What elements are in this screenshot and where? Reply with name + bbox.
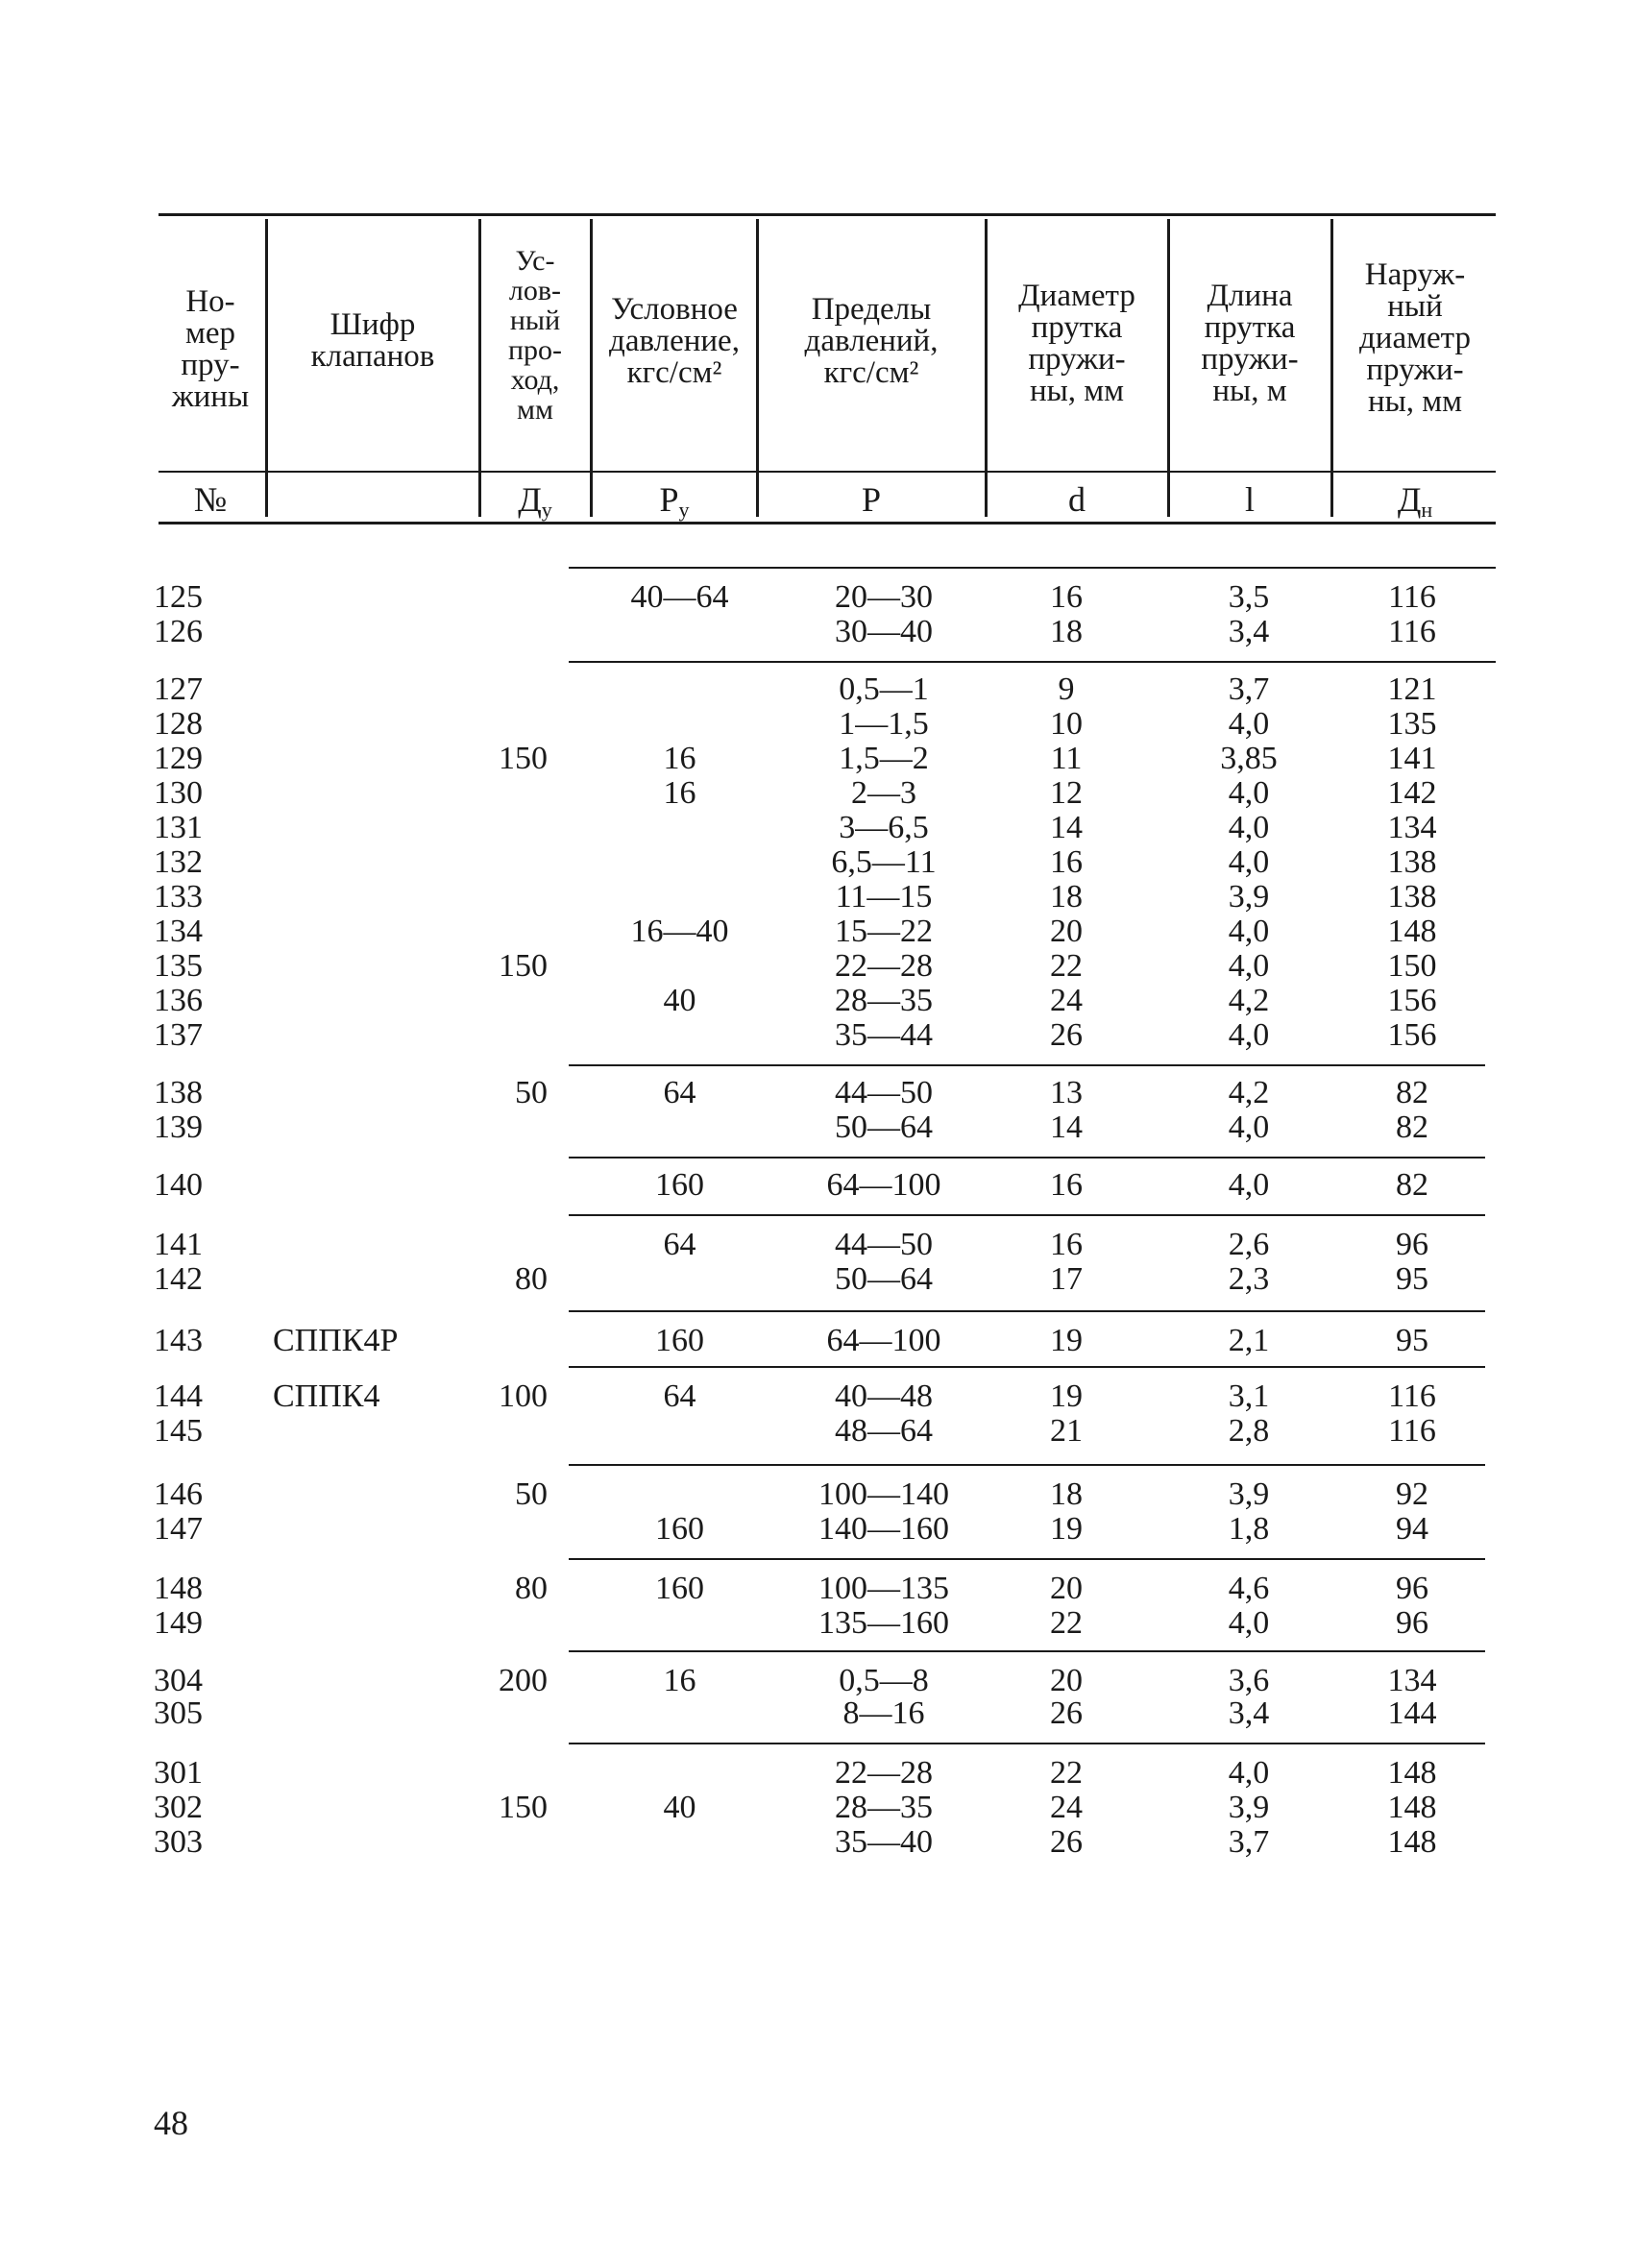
cell-rod-length: 4,0 <box>1228 914 1270 949</box>
group-separator <box>569 1157 1485 1158</box>
cell-outer-diameter: 138 <box>1387 844 1437 880</box>
cell-spring-number: 128 <box>154 706 203 742</box>
cell-rod-diameter: 26 <box>1050 1017 1083 1053</box>
cell-outer-diameter: 141 <box>1387 741 1437 776</box>
cell-outer-diameter: 134 <box>1387 810 1437 845</box>
cell-pressure-range: 64—100 <box>826 1323 941 1358</box>
cell-rod-diameter: 17 <box>1050 1261 1083 1297</box>
header-divider <box>985 219 988 517</box>
cell-nominal-bore: 80 <box>515 1571 548 1606</box>
cell-nominal-bore: 100 <box>499 1378 548 1414</box>
symbol-dn <box>1335 480 1495 529</box>
cell-rod-diameter: 24 <box>1050 983 1083 1018</box>
cell-rod-length: 3,6 <box>1228 1663 1270 1698</box>
cell-spring-number: 133 <box>154 879 203 915</box>
cell-spring-number: 302 <box>154 1790 203 1825</box>
cell-rod-length: 3,1 <box>1228 1378 1270 1414</box>
header-divider <box>478 219 481 517</box>
header-pressure-range: Пределы давлений, кгс/см² <box>804 292 939 390</box>
cell-pressure-range: 44—50 <box>835 1075 933 1110</box>
group-separator <box>569 1214 1485 1216</box>
header-divider <box>1167 219 1170 517</box>
cell-spring-number: 134 <box>154 914 203 949</box>
cell-spring-number: 301 <box>154 1755 203 1791</box>
header-divider <box>265 219 268 517</box>
cell-rod-length: 4,6 <box>1228 1571 1270 1606</box>
cell-spring-number: 132 <box>154 844 203 880</box>
symbol-d: d <box>1068 480 1086 519</box>
cell-pressure-range: 2—3 <box>851 775 916 811</box>
cell-outer-diameter: 116 <box>1388 1378 1436 1414</box>
cell-outer-diameter: 96 <box>1396 1571 1428 1606</box>
cell-spring-number: 135 <box>154 948 203 984</box>
cell-rod-length: 4,0 <box>1228 1017 1270 1053</box>
cell-rod-length: 3,7 <box>1228 671 1270 707</box>
cell-rod-diameter: 21 <box>1050 1413 1083 1449</box>
cell-rod-diameter: 10 <box>1050 706 1083 742</box>
cell-nominal-bore: 150 <box>499 1790 548 1825</box>
cell-rod-diameter: 22 <box>1050 1605 1083 1641</box>
cell-nominal-pressure: 16 <box>663 1663 696 1698</box>
cell-valve-code: СППК4Р <box>273 1323 399 1358</box>
cell-rod-diameter: 22 <box>1050 948 1083 984</box>
cell-rod-diameter: 16 <box>1050 844 1083 880</box>
cell-outer-diameter: 144 <box>1387 1695 1437 1731</box>
table-top-rule <box>159 213 1496 216</box>
cell-spring-number: 140 <box>154 1167 203 1203</box>
cell-rod-diameter: 20 <box>1050 914 1083 949</box>
symbol-du-sub: у <box>541 498 552 522</box>
header-rod-diameter: Диаметр прутка пружи- ны, мм <box>1018 279 1135 408</box>
cell-pressure-range: 35—44 <box>835 1017 933 1053</box>
cell-rod-diameter: 18 <box>1050 879 1083 915</box>
cell-nominal-bore: 80 <box>515 1261 548 1297</box>
cell-spring-number: 142 <box>154 1261 203 1297</box>
cell-rod-length: 2,1 <box>1228 1323 1270 1358</box>
cell-rod-length: 4,0 <box>1228 1755 1270 1791</box>
cell-rod-length: 4,2 <box>1228 983 1270 1018</box>
cell-pressure-range: 28—35 <box>835 1790 933 1825</box>
cell-nominal-bore: 150 <box>499 948 548 984</box>
cell-rod-length: 4,0 <box>1228 775 1270 811</box>
symbol-py-sub: у <box>678 498 690 522</box>
cell-rod-diameter: 26 <box>1050 1695 1083 1731</box>
cell-rod-length: 4,2 <box>1228 1075 1270 1110</box>
cell-rod-diameter: 13 <box>1050 1075 1083 1110</box>
cell-rod-diameter: 16 <box>1050 1227 1083 1262</box>
cell-rod-length: 2,3 <box>1228 1261 1270 1297</box>
cell-pressure-range: 50—64 <box>835 1110 933 1145</box>
cell-pressure-range: 0,5—1 <box>839 671 929 707</box>
cell-rod-diameter: 18 <box>1050 1476 1083 1512</box>
cell-nominal-pressure: 16—40 <box>630 914 729 949</box>
group-separator <box>569 1064 1485 1066</box>
header-outer-diameter: Наруж- ный диаметр пружи- ны, мм <box>1359 257 1471 419</box>
cell-pressure-range: 140—160 <box>818 1511 949 1547</box>
cell-rod-diameter: 22 <box>1050 1755 1083 1791</box>
cell-outer-diameter: 95 <box>1396 1261 1428 1297</box>
cell-spring-number: 130 <box>154 775 203 811</box>
cell-rod-length: 3,4 <box>1228 1695 1270 1731</box>
group-separator <box>569 1650 1485 1652</box>
cell-rod-length: 4,0 <box>1228 706 1270 742</box>
symbol-py-main: P <box>659 480 679 519</box>
cell-pressure-range: 35—40 <box>835 1824 933 1860</box>
symbol-py <box>596 480 753 529</box>
cell-spring-number: 303 <box>154 1824 203 1860</box>
cell-pressure-range: 6,5—11 <box>831 844 937 880</box>
cell-nominal-pressure: 64 <box>663 1227 696 1262</box>
cell-pressure-range: 40—48 <box>835 1378 933 1414</box>
cell-nominal-pressure: 160 <box>655 1571 704 1606</box>
cell-rod-length: 4,0 <box>1228 948 1270 984</box>
cell-outer-diameter: 82 <box>1396 1167 1428 1203</box>
header-divider <box>590 219 593 517</box>
cell-rod-length: 3,9 <box>1228 1790 1270 1825</box>
cell-outer-diameter: 138 <box>1387 879 1437 915</box>
cell-outer-diameter: 95 <box>1396 1323 1428 1358</box>
cell-rod-diameter: 19 <box>1050 1378 1083 1414</box>
cell-outer-diameter: 96 <box>1396 1605 1428 1641</box>
cell-spring-number: 148 <box>154 1571 203 1606</box>
cell-nominal-pressure: 40 <box>663 983 696 1018</box>
cell-pressure-range: 100—140 <box>818 1476 949 1512</box>
cell-rod-diameter: 16 <box>1050 1167 1083 1203</box>
header-spring-number: Но- мер пру- жины <box>171 284 250 414</box>
cell-rod-diameter: 19 <box>1050 1323 1083 1358</box>
cell-outer-diameter: 82 <box>1396 1075 1428 1110</box>
cell-spring-number: 305 <box>154 1695 203 1731</box>
symbol-du-main: Д <box>518 480 542 519</box>
cell-outer-diameter: 150 <box>1387 948 1437 984</box>
cell-outer-diameter: 135 <box>1387 706 1437 742</box>
cell-rod-diameter: 16 <box>1050 579 1083 615</box>
cell-rod-length: 2,6 <box>1228 1227 1270 1262</box>
cell-nominal-pressure: 64 <box>663 1075 696 1110</box>
cell-rod-diameter: 11 <box>1050 741 1083 776</box>
cell-spring-number: 141 <box>154 1227 203 1262</box>
symbol-du <box>482 480 588 529</box>
cell-spring-number: 145 <box>154 1413 203 1449</box>
cell-rod-diameter: 24 <box>1050 1790 1083 1825</box>
cell-rod-diameter: 19 <box>1050 1511 1083 1547</box>
cell-rod-length: 3,4 <box>1228 614 1270 649</box>
cell-outer-diameter: 156 <box>1387 983 1437 1018</box>
cell-outer-diameter: 92 <box>1396 1476 1428 1512</box>
cell-rod-diameter: 12 <box>1050 775 1083 811</box>
symbol-p: P <box>861 480 882 519</box>
cell-nominal-pressure: 40 <box>663 1790 696 1825</box>
cell-spring-number: 144 <box>154 1378 203 1414</box>
cell-spring-number: 127 <box>154 671 203 707</box>
cell-pressure-range: 30—40 <box>835 614 933 649</box>
symbol-l: l <box>1244 480 1255 519</box>
cell-pressure-range: 50—64 <box>835 1261 933 1297</box>
cell-outer-diameter: 121 <box>1387 671 1437 707</box>
cell-outer-diameter: 148 <box>1387 1824 1437 1860</box>
cell-spring-number: 139 <box>154 1110 203 1145</box>
cell-rod-length: 3,7 <box>1228 1824 1270 1860</box>
cell-rod-length: 4,0 <box>1228 810 1270 845</box>
cell-rod-length: 3,9 <box>1228 1476 1270 1512</box>
cell-pressure-range: 0,5—8 <box>839 1663 929 1698</box>
cell-outer-diameter: 148 <box>1387 1790 1437 1825</box>
cell-rod-length: 4,0 <box>1228 1110 1270 1145</box>
cell-spring-number: 126 <box>154 614 203 649</box>
cell-outer-diameter: 82 <box>1396 1110 1428 1145</box>
cell-nominal-pressure: 16 <box>663 741 696 776</box>
cell-rod-length: 3,85 <box>1220 741 1278 776</box>
cell-spring-number: 136 <box>154 983 203 1018</box>
group-separator <box>569 567 1496 569</box>
cell-pressure-range: 135—160 <box>818 1605 949 1641</box>
cell-spring-number: 149 <box>154 1605 203 1641</box>
group-separator <box>569 1558 1485 1560</box>
cell-pressure-range: 48—64 <box>835 1413 933 1449</box>
cell-spring-number: 304 <box>154 1663 203 1698</box>
cell-pressure-range: 1—1,5 <box>839 706 929 742</box>
cell-pressure-range: 28—35 <box>835 983 933 1018</box>
header-rod-length: Длина прутка пружи- ны, м <box>1201 279 1299 408</box>
cell-rod-diameter: 26 <box>1050 1824 1083 1860</box>
cell-nominal-bore: 200 <box>499 1663 548 1698</box>
header-divider <box>756 219 759 517</box>
cell-rod-diameter: 20 <box>1050 1663 1083 1698</box>
cell-nominal-pressure: 16 <box>663 775 696 811</box>
cell-pressure-range: 44—50 <box>835 1227 933 1262</box>
cell-rod-diameter: 9 <box>1058 671 1075 707</box>
cell-pressure-range: 22—28 <box>835 1755 933 1791</box>
cell-outer-diameter: 116 <box>1388 1413 1436 1449</box>
group-separator <box>569 1464 1485 1466</box>
cell-pressure-range: 64—100 <box>826 1167 941 1203</box>
cell-pressure-range: 11—15 <box>835 879 933 915</box>
cell-spring-number: 146 <box>154 1476 203 1512</box>
cell-spring-number: 129 <box>154 741 203 776</box>
cell-outer-diameter: 134 <box>1387 1663 1437 1698</box>
cell-nominal-pressure: 64 <box>663 1378 696 1414</box>
cell-pressure-range: 20—30 <box>835 579 933 615</box>
cell-nominal-bore: 150 <box>499 741 548 776</box>
cell-outer-diameter: 94 <box>1396 1511 1428 1547</box>
cell-pressure-range: 22—28 <box>835 948 933 984</box>
cell-pressure-range: 15—22 <box>835 914 933 949</box>
cell-spring-number: 131 <box>154 810 203 845</box>
cell-pressure-range: 100—135 <box>818 1571 949 1606</box>
cell-spring-number: 147 <box>154 1511 203 1547</box>
symbol-dn-main: Д <box>1397 480 1422 519</box>
group-separator <box>569 661 1496 663</box>
cell-spring-number: 138 <box>154 1075 203 1110</box>
header-symbol-rule <box>159 471 1496 473</box>
cell-rod-length: 4,0 <box>1228 844 1270 880</box>
page-number: 48 <box>154 2104 188 2142</box>
cell-nominal-pressure: 40—64 <box>630 579 729 615</box>
cell-pressure-range: 3—6,5 <box>839 810 929 845</box>
cell-rod-length: 4,0 <box>1228 1605 1270 1641</box>
cell-outer-diameter: 116 <box>1388 579 1436 615</box>
cell-outer-diameter: 148 <box>1387 1755 1437 1791</box>
cell-valve-code: СППК4 <box>273 1378 380 1414</box>
cell-outer-diameter: 116 <box>1388 614 1436 649</box>
cell-rod-length: 1,8 <box>1228 1511 1270 1547</box>
cell-outer-diameter: 148 <box>1387 914 1437 949</box>
header-nominal-pressure: Условное давление, кгс/см² <box>609 292 740 390</box>
cell-outer-diameter: 96 <box>1396 1227 1428 1262</box>
cell-rod-length: 3,5 <box>1228 579 1270 615</box>
cell-nominal-pressure: 160 <box>655 1511 704 1547</box>
header-valve-code: Шифр клапанов <box>310 307 435 374</box>
header-divider <box>1330 219 1333 517</box>
header-bottom-rule <box>159 522 1496 524</box>
symbol-number: № <box>193 480 228 519</box>
cell-spring-number: 137 <box>154 1017 203 1053</box>
group-separator <box>569 1310 1485 1312</box>
group-separator <box>569 1743 1485 1744</box>
cell-outer-diameter: 156 <box>1387 1017 1437 1053</box>
cell-pressure-range: 8—16 <box>842 1695 925 1731</box>
cell-rod-length: 3,9 <box>1228 879 1270 915</box>
cell-nominal-bore: 50 <box>515 1476 548 1512</box>
cell-spring-number: 125 <box>154 579 203 615</box>
cell-rod-diameter: 18 <box>1050 614 1083 649</box>
cell-rod-length: 4,0 <box>1228 1167 1270 1203</box>
cell-outer-diameter: 142 <box>1387 775 1437 811</box>
cell-rod-length: 2,8 <box>1228 1413 1270 1449</box>
cell-rod-diameter: 14 <box>1050 810 1083 845</box>
cell-nominal-pressure: 160 <box>655 1323 704 1358</box>
symbol-dn-sub: н <box>1421 498 1433 522</box>
group-separator <box>569 1366 1485 1368</box>
cell-nominal-pressure: 160 <box>655 1167 704 1203</box>
cell-nominal-bore: 50 <box>515 1075 548 1110</box>
cell-rod-diameter: 14 <box>1050 1110 1083 1145</box>
cell-spring-number: 143 <box>154 1323 203 1358</box>
header-nominal-bore: Ус- лов- ный про- ход, мм <box>507 245 563 426</box>
cell-pressure-range: 1,5—2 <box>839 741 929 776</box>
cell-rod-diameter: 20 <box>1050 1571 1083 1606</box>
